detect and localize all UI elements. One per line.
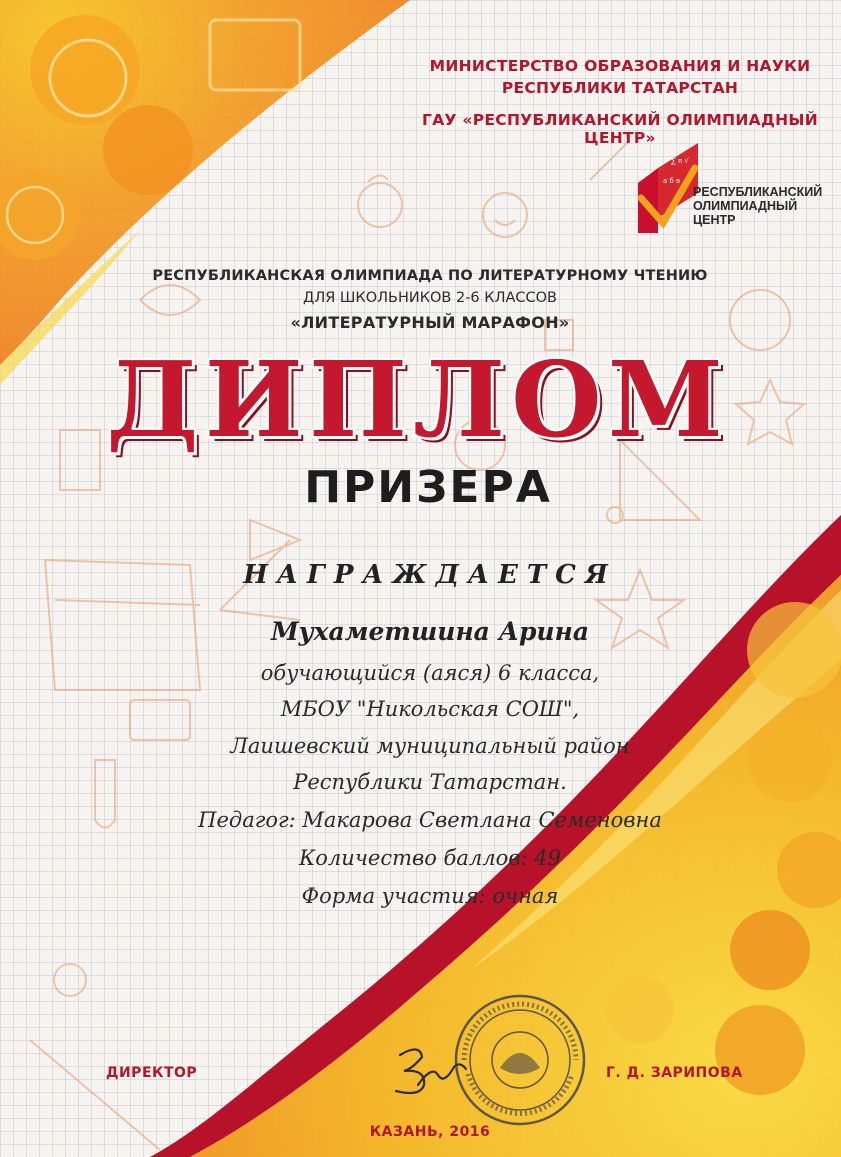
recipient-name: Мухаметшина Арина (270, 617, 590, 646)
svg-text:а б в: а б в (663, 177, 681, 185)
logo-text (693, 185, 822, 227)
director-label: ДИРЕКТОР (106, 1065, 198, 1081)
olympiad-name: «ЛИТЕРАТУРНЫЙ МАРАФОН» (290, 313, 570, 332)
logo-line-1: РЕСПУБЛИКАНСКИЙ (693, 185, 823, 199)
svg-text:∑ π √: ∑ π √ (671, 157, 689, 165)
teacher-line: Педагог: Макарова Светлана Семеновна (198, 808, 662, 832)
director-signature (370, 1035, 470, 1105)
ministry-line-1: МИНИСТЕРСТВО ОБРАЗОВАНИЯ И НАУКИ (429, 57, 811, 75)
official-stamp (450, 990, 590, 1130)
score-line: Количество баллов: 49 (299, 846, 561, 870)
diploma-title: ДИПЛОМ (106, 338, 729, 461)
logo-line-2: ОЛИМПИАДНЫЙ (693, 199, 798, 213)
ministry-header (400, 55, 840, 99)
recipient-district: Лаишевский муниципальный район (230, 734, 630, 758)
director-name: Г. Д. ЗАРИПОВА (606, 1065, 743, 1081)
recipient-grade: обучающийся (аяся) 6 класса, (260, 661, 600, 685)
olympiad-title: РЕСПУБЛИКАНСКАЯ ОЛИМПИАДА ПО ЛИТЕРАТУРНОМУ ЧТЕНИЮ (152, 268, 708, 284)
ministry-line-2: РЕСПУБЛИКИ ТАТАРСТАН (501, 79, 739, 97)
city-year: КАЗАНЬ, 2016 (369, 1124, 491, 1140)
logo-line-3: ЦЕНТР (693, 213, 736, 227)
diploma-subtitle: ПРИЗЕРА (304, 462, 552, 513)
olympiad-audience: ДЛЯ ШКОЛЬНИКОВ 2-6 КЛАССОВ (302, 290, 557, 306)
awarded-label: НАГРАЖДАЕТСЯ (243, 560, 617, 590)
gau-header: ГАУ «РЕСПУБЛИКАНСКИЙ ОЛИМПИАДНЫЙ ЦЕНТР» (422, 111, 818, 147)
participation-form-line: Форма участия: очная (301, 884, 559, 908)
recipient-school: МБОУ "Никольская СОШ", (280, 697, 580, 721)
recipient-republic: Республики Татарстан. (293, 770, 567, 794)
